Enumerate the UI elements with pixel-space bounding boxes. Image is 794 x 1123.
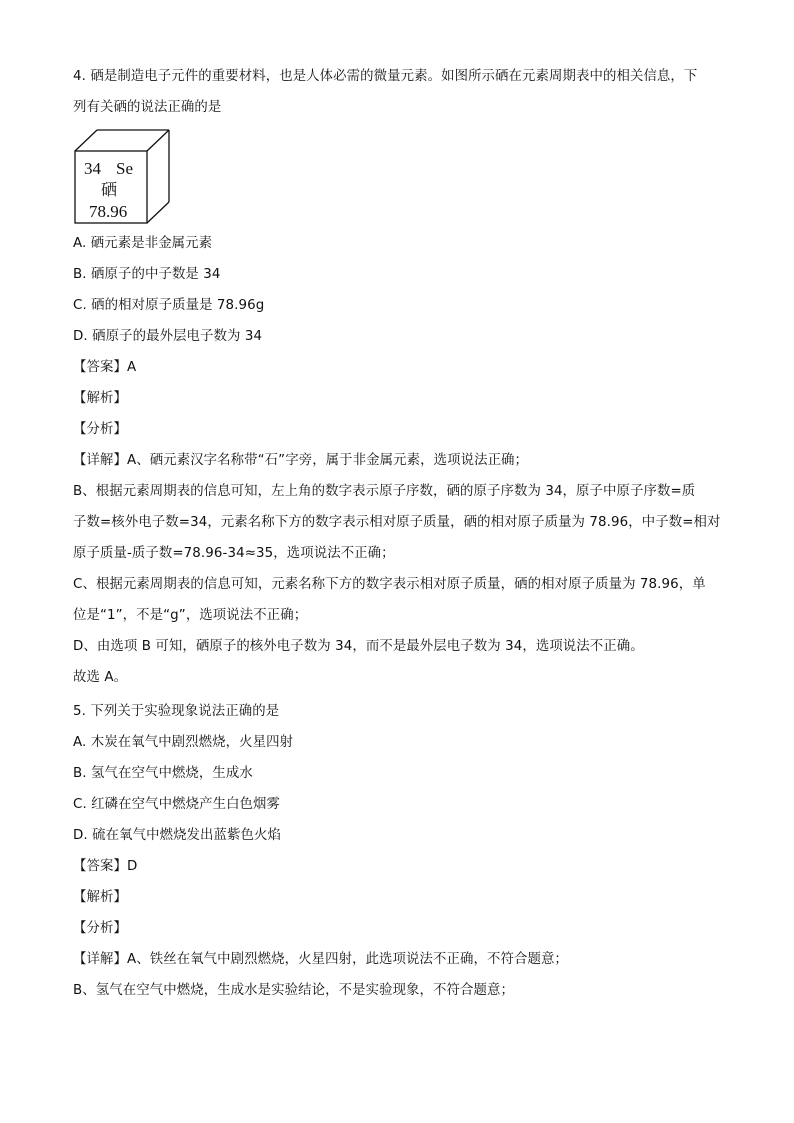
q4-detail-line-0 xyxy=(73,452,528,470)
detail-tag: 【详解】 xyxy=(73,453,127,468)
detail-tag: 【详解】 xyxy=(73,952,127,967)
q4-fenxi-tag: 【分析】 xyxy=(73,422,127,437)
detail-text: A、硒元素汉字名称带“石”字旁，属于非金属元素，选项说法正确； xyxy=(126,453,529,468)
q4-conclusion: 故选 A。 xyxy=(73,670,128,685)
q5-option-b: B. 氢气在空气中燃烧，生成水 xyxy=(73,766,253,781)
atomic-number: 34 xyxy=(84,159,101,178)
atomic-mass: 78.96 xyxy=(89,202,128,221)
q4-detail-line-4: C、根据元素周期表的信息可知，元素名称下方的数字表示相对原子质量，硒的相对原子质量为 78.96，单 xyxy=(73,577,706,592)
q4-detail-line-5: 位是“1”，不是“g”，选项说法不正确； xyxy=(73,608,308,623)
answer-value: A xyxy=(126,360,137,375)
q4-option-a: A. 硒元素是非金属元素 xyxy=(73,236,213,251)
q4-stem-line1: 4. 硒是制造电子元件的重要材料，也是人体必需的微量元素。如图所示硒在元素周期表中的相关信息，下 xyxy=(73,69,698,84)
answer-tag: 【答案】 xyxy=(73,859,127,874)
q4-analysis-tag: 【解析】 xyxy=(73,391,127,406)
q5-analysis-tag: 【解析】 xyxy=(73,890,127,905)
answer-value: D xyxy=(126,859,138,874)
q5-fenxi-tag: 【分析】 xyxy=(73,921,127,936)
q4-detail-line-6: D、由选项 B 可知，硒原子的核外电子数为 34，而不是最外层电子数为 34，选项说法不正确。 xyxy=(73,639,644,654)
q4-stem-line2: 列有关硒的说法正确的是 xyxy=(73,100,222,115)
q4-option-b: B. 硒原子的中子数是 34 xyxy=(73,267,221,282)
q5-option-a: A. 木炭在氧气中剧烈燃烧，火星四射 xyxy=(73,735,294,750)
q4-answer xyxy=(73,359,136,377)
q5-option-c: C. 红磷在空气中燃烧产生白色烟雾 xyxy=(73,797,281,812)
q5-option-d: D. 硫在氧气中燃烧发出蓝紫色火焰 xyxy=(73,828,281,843)
q4-detail-line-2: 子数=核外电子数=34，元素名称下方的数字表示相对原子质量，硒的相对原子质量为 78.96，中子数=相对 xyxy=(73,515,721,530)
q5-stem: 5. 下列关于实验现象说法正确的是 xyxy=(73,704,280,719)
q4-detail-line-3: 原子质量-质子数=78.96-34≈35，选项说法不正确； xyxy=(73,546,395,561)
element-name: 硒 xyxy=(101,180,118,199)
answer-tag: 【答案】 xyxy=(73,360,127,375)
q4-detail-line-1: B、根据元素周期表的信息可知，左上角的数字表示原子序数，硒的原子序数为 34，原子中原子序数=质 xyxy=(73,484,696,499)
element-card-selenium xyxy=(74,129,174,227)
q4-option-d: D. 硒原子的最外层电子数为 34 xyxy=(73,329,263,344)
q5-detail-line-1: B、氢气在空气中燃烧，生成水是实验结论，不是实验现象，不符合题意； xyxy=(73,983,514,998)
detail-text: A、铁丝在氧气中剧烈燃烧，火星四射，此选项说法不正确，不符合题意； xyxy=(126,952,568,967)
q4-option-c: C. 硒的相对原子质量是 78.96g xyxy=(73,298,265,313)
element-symbol: Se xyxy=(116,159,133,178)
q5-detail-line-0 xyxy=(73,951,568,969)
q5-answer xyxy=(73,858,137,876)
